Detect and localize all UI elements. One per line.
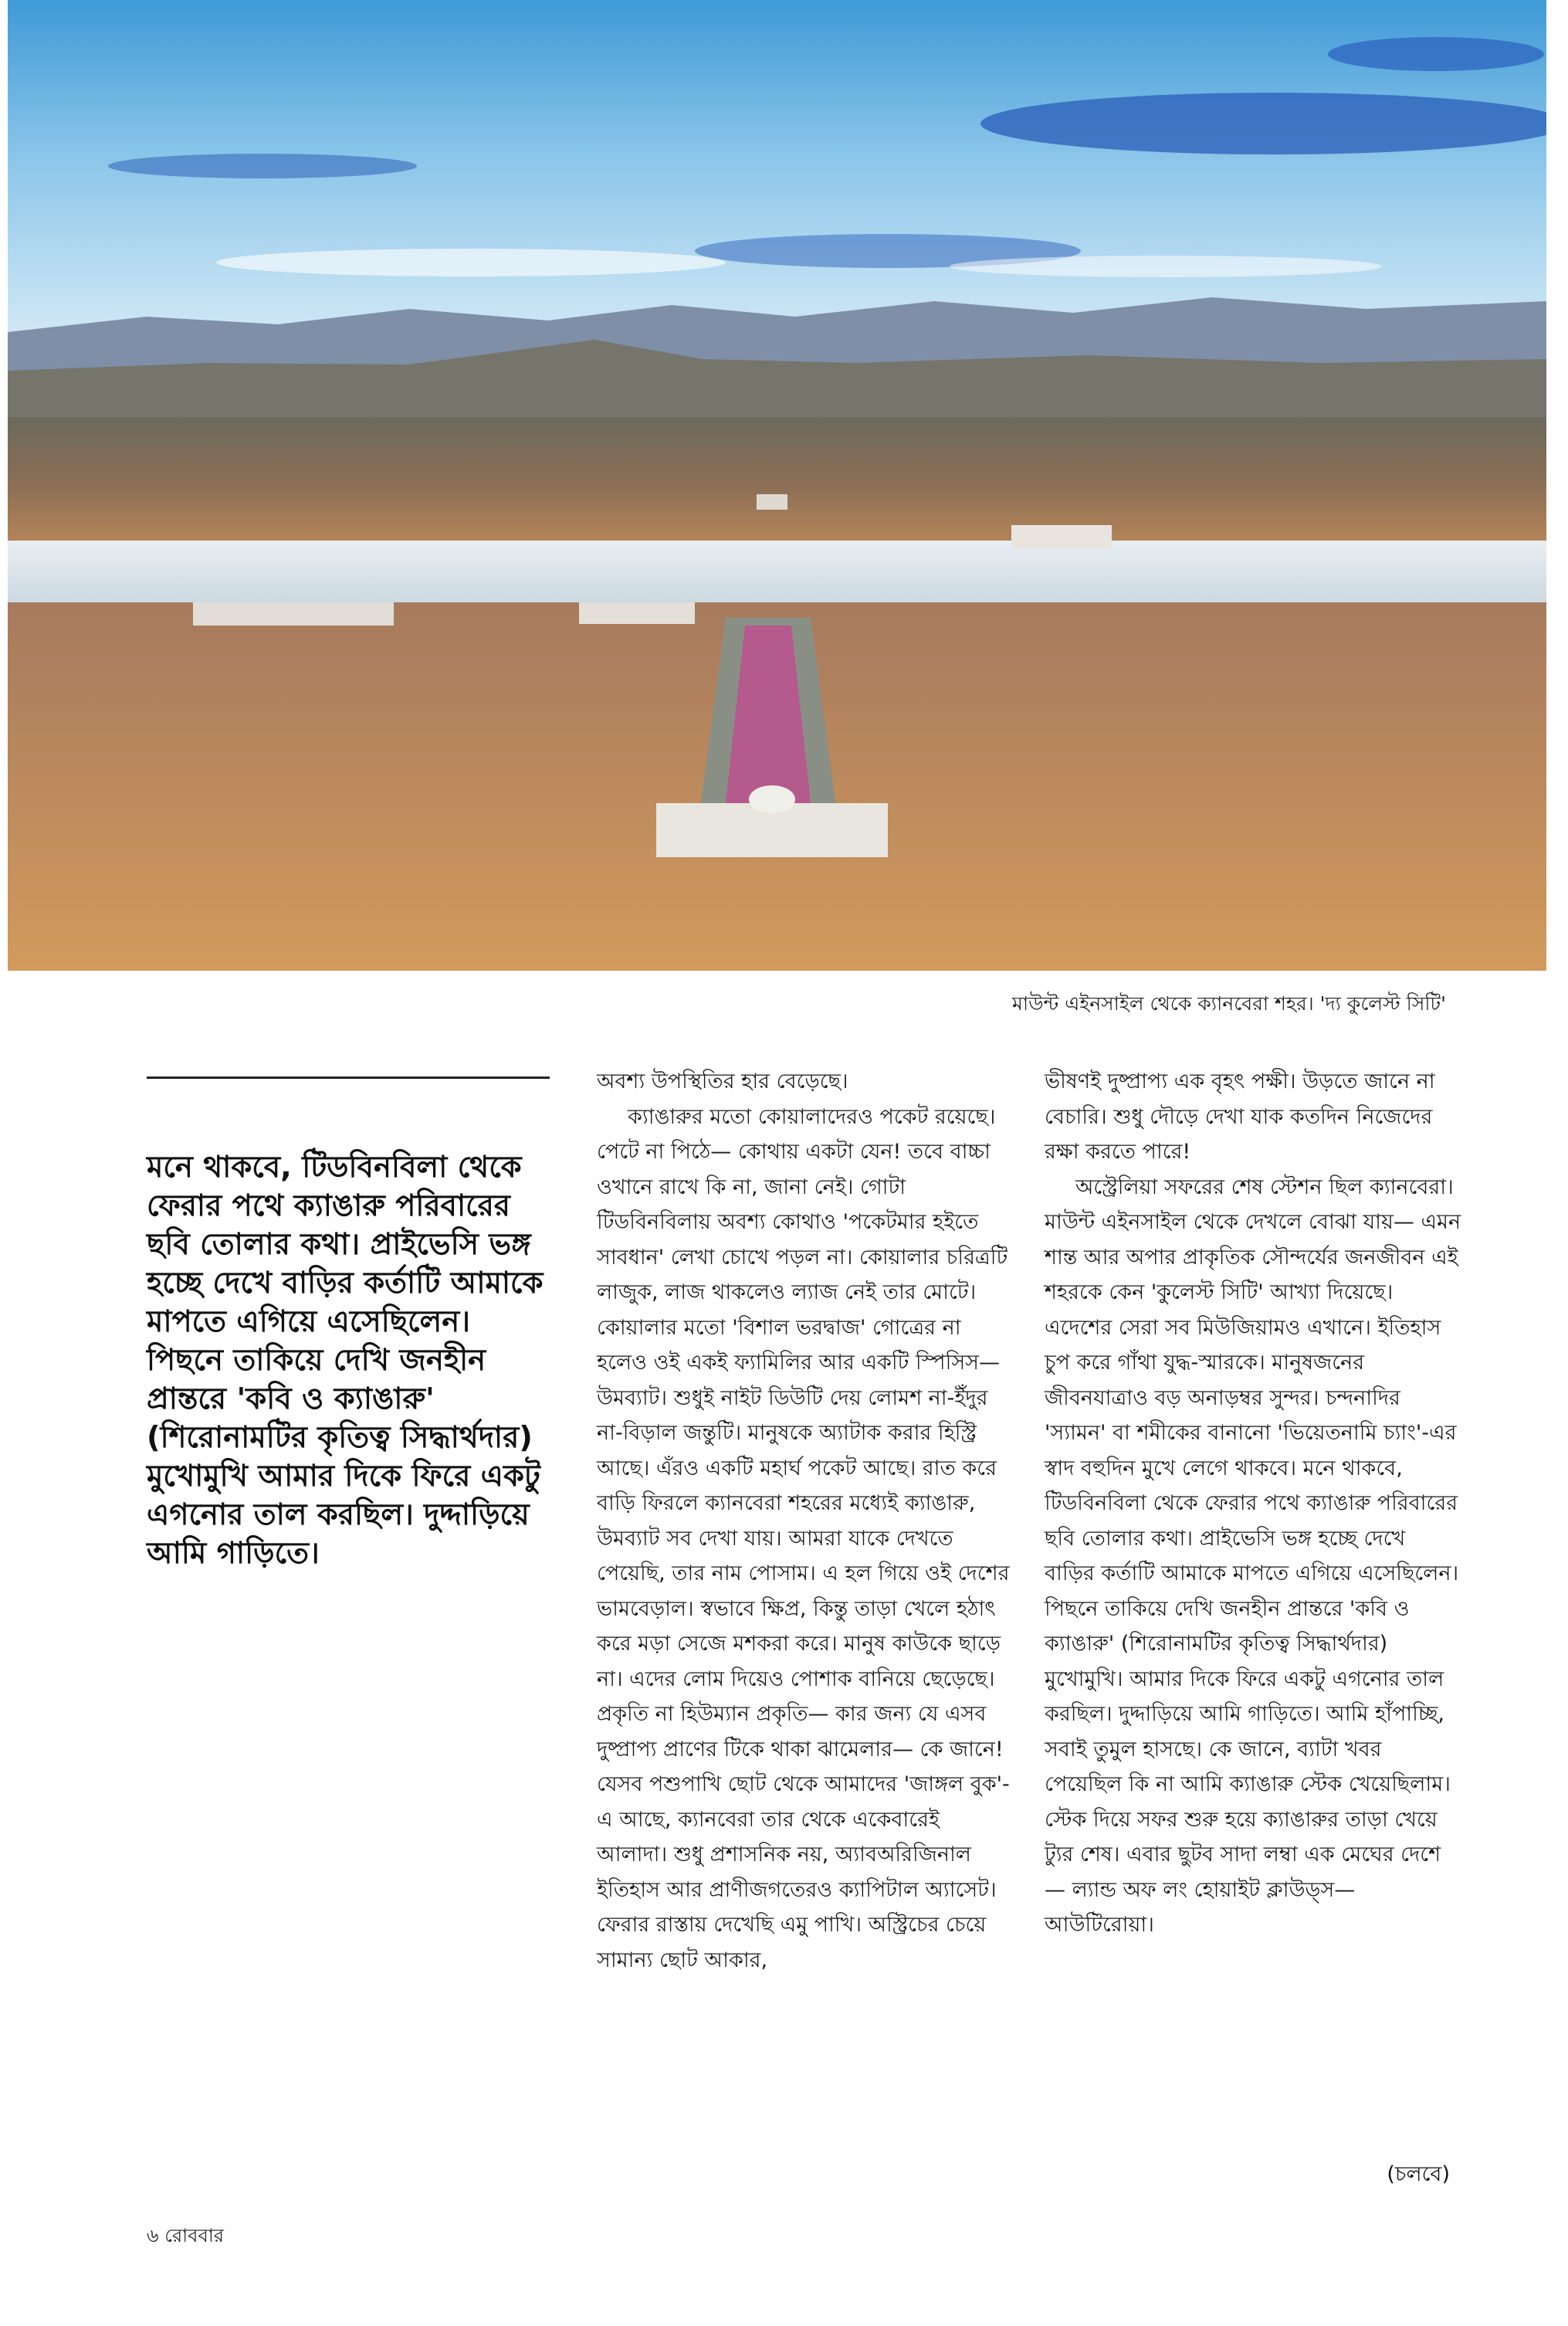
pullquote-divider bbox=[147, 1077, 550, 1079]
column3-paragraph-2: অস্ট্রেলিয়া সফরের শেষ স্টেশন ছিল ক্যানবেরা। মাউন্ট এইনসাইল থেকে দেখলে বোঝা যায়— এমন শান্ত আর অপার প্রাকৃতিক সৌন্দর্যের জনজীবন এই শহরকে কেন 'কুলেস্ট সিটি' আখ্যা দিয়েছে। এদেশের সেরা সব মিউজিয়ামও এখানে। ইতিহাস চুপ করে গাঁথা যুদ্ধ-স্মারকে। মানুষজনের জীবনযাত্রাও বড় অনাড়ম্বর সুন্দর। চন্দনাদির 'স্যামন' বা শমীকের বানানো 'ভিয়েতনামি চ্যাং'-এর স্বাদ বহুদিন মুখে লেগে থাকবে। মনে থাকবে, টিডবিনবিলা থেকে ফেরার পথে ক্যাঙারু পরিবারের ছবি তোলার কথা। প্রাইভেসি ভঙ্গ হচ্ছে দেখে বাড়ির কর্তাটি আমাকে মাপতে এগিয়ে এসেছিলেন। পিছনে তাকিয়ে দেখি জনহীন প্রান্তরে 'কবি ও ক্যাঙারু' (শিরোনামটির কৃতিত্ব সিদ্ধার্থদার) মুখোমুখি। আমার দিকে ফিরে একটু এগনোর তাল করছিল। দুদ্দাড়িয়ে আমি গাড়িতে। আমি হাঁপাচ্ছি, সবাই তুমুল হাসছে। কে জানে, ব্যাটা খবর পেয়েছিল কি না আমি ক্যাঙারু স্টেক খেয়েছিলাম। স্টেক দিয়ে সফর শুরু হয়ে ক্যাঙারুর তাড়া খেয়ে ট্যুর শেষ। এবার ছুটব সাদা লম্বা এক মেঘের দেশে— ল্যান্ড অফ লং হোয়াইট ক্লাউড্স— আউটিরোয়া। bbox=[1045, 1175, 1461, 1937]
article-column-3 bbox=[1045, 1064, 1461, 1943]
column3-paragraph-1: ভীষণই দুষ্প্রাপ্য এক বৃহৎ পক্ষী। উড়তে জানে না বেচারি। শুধু দৌড়ে দেখা যাক কতদিন নিজেদের রক্ষা করতে পারে! bbox=[1045, 1070, 1435, 1164]
city-panorama-photo bbox=[8, 0, 1546, 971]
pullquote-text: মনে থাকবে, টিডবিনবিলা থেকে ফেরার পথে ক্যাঙারু পরিবারের ছবি তোলার কথা। প্রাইভেসি ভঙ্গ হচ্ছে দেখে বাড়ির কর্তাটি আমাকে মাপতে এগিয়ে এসেছিলেন। পিছনে তাকিয়ে দেখি জনহীন প্রান্তরে 'কবি ও ক্যাঙারু' (শিরোনামটির কৃতিত্ব সিদ্ধার্থদার) মুখোমুখি আমার দিকে ফিরে একটু এগনোর তাল করছিল। দুদ্দাড়িয়ে আমি গাড়িতে। bbox=[147, 1150, 544, 1571]
column2-paragraph-2: ক্যাঙারুর মতো কোয়ালাদেরও পকেট রয়েছে। পেটে না পিঠে— কোথায় একটা যেন! তবে বাচ্চা ওখানে রাখে কি না, জানা নেই। গোটা টিডবিনবিলায় অবশ্য কোথাও 'পকেটমার হইতে সাবধান' লেখা চোখে পড়ল না। কোয়ালার চরিত্রটি লাজুক, লাজ থাকলেও ল্যাজ নেই তার মোটে। কোয়ালার মতো 'বিশাল ভরদ্বাজ' গোত্রের না হলেও ওই একই ফ্যামিলির আর একটি স্পিসিস— উমব্যাট। শুধুই নাইট ডিউটি দেয় লোমশ না-ইঁদুর না-বিড়াল জন্তুটি। মানুষকে অ্যাটাক করার হিস্ট্রি আছে। এঁরও একটি মহার্ঘ পকেট আছে। রাত করে বাড়ি ফিরলে ক্যানবেরা শহরের মধ্যেই ক্যাঙারু, উমব্যাট সব দেখা যায়। আমরা যাকে দেখতে পেয়েছি, তার নাম পোসাম। এ হল গিয়ে ওই দেশের ভামবেড়াল। স্বভাবে ক্ষিপ্র, কিন্তু তাড়া খেলে হঠাৎ করে মড়া সেজে মশকরা করে। মানুষ কাউকে ছাড়ে না। এদের লোম দিয়েও পোশাক বানিয়ে ছেড়েছে। প্রকৃতি না হিউম্যান প্রকৃতি— কার জন্য যে এসব দুষ্প্রাপ্য প্রাণের টিকে থাকা ঝামেলার— কে জানে! যেসব পশুপাখি ছোট থেকে আমাদের 'জাঙ্গল বুক'-এ আছে, ক্যানবেরা তার থেকে একেবারেই আলাদা। শুধু প্রশাসনিক নয়, অ্যাবঅরিজিনাল ইতিহাস আর প্রাণীজগতেরও ক্যাপিটাল অ্যাসেট। ফেরার রাস্তায় দেখেছি এমু পাখি। অস্ট্রিচের চেয়ে সামান্য ছোট আকার, bbox=[597, 1104, 1010, 1972]
pullquote bbox=[147, 1148, 556, 1573]
page-footer: ৬ রোববার bbox=[147, 2225, 225, 2246]
article-column-2 bbox=[597, 1064, 1014, 1978]
column2-paragraph-1: অবশ্য উপস্থিতির হার বেড়েছে। bbox=[597, 1070, 848, 1093]
to-be-continued: (চলবে) bbox=[1387, 2162, 1450, 2186]
photo-caption: মাউন্ট এইনসাইল থেকে ক্যানবেরা শহর। 'দ্য কুলেস্ট সিটি' bbox=[1011, 992, 1446, 1015]
canberra-landscape-image bbox=[8, 0, 1546, 971]
